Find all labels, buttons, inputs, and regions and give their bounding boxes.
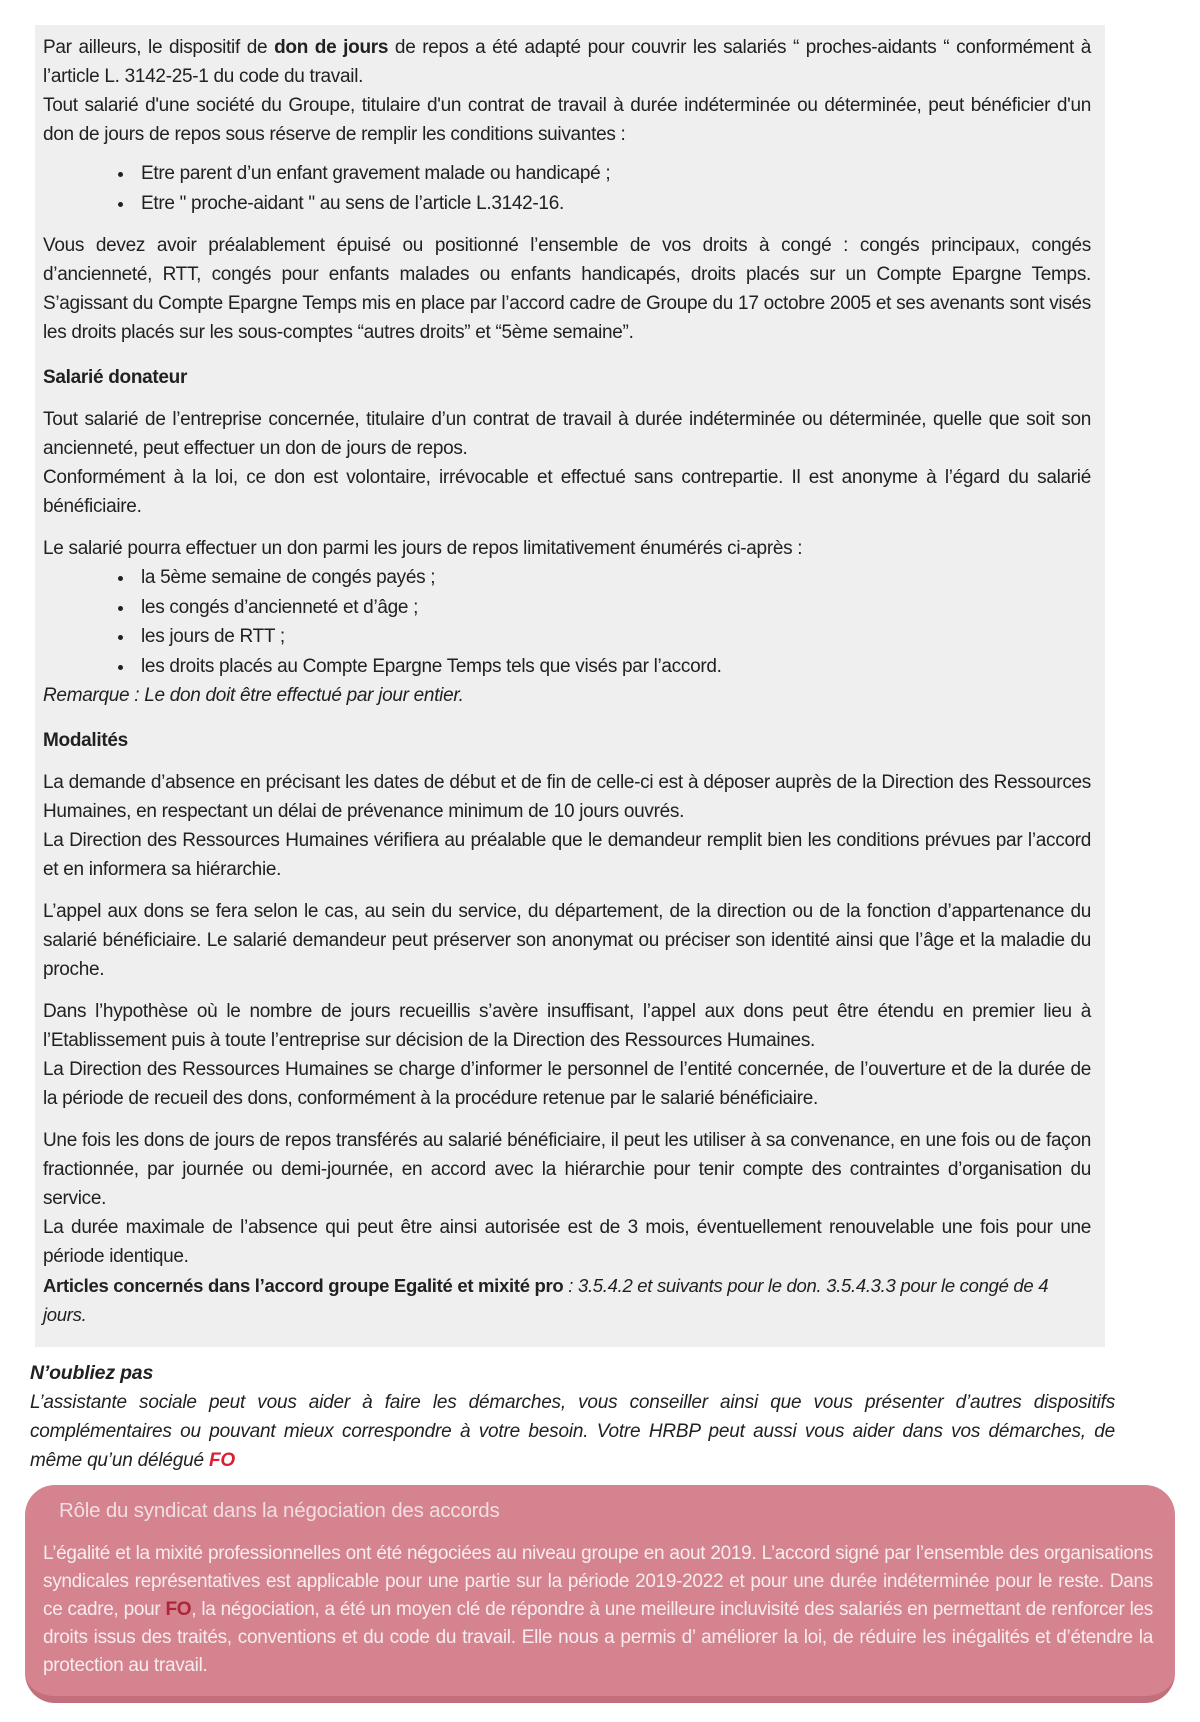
donation-remark: Remarque : Le don doit être effectué par jour entier.	[43, 685, 464, 706]
rights-text: Vous devez avoir préalablement épuisé ou positionné l’ensemble de vos droits à congé : congés principaux, congés d’ancienneté, RTT, congés pour enfants malades ou enfants handicapés, droits placés sur un Compte Epargne Temps. S’agissant du Compte Epargne Temps mis en place par l’accord cadre de Groupe du 17 octobre 2005 et ses avenants sont visés les droits placés sur les sous-comptes “autres droits” et “5ème semaine”.	[43, 235, 1091, 343]
modalites-paragraph-3	[43, 997, 1091, 1113]
modalites-p1: La demande d’absence en précisant les dates de début et de fin de celle-ci est à déposer auprès de la Direction des Ressources Humaines, en respectant un délai de prévenance minimum de 10 jours ouvrés.	[43, 772, 1091, 822]
rights-paragraph	[43, 231, 1091, 347]
union-body-before: L’égalité et la mixité professionnelles ont été négociées au niveau groupe en aout 2019. L’accord signé par l’ensemble des organisations syndicales représentatives est applicable pour une partie sur la période 2019-2022 et pour une durée indéterminée pour le reste. Dans ce cadre, pour	[43, 1543, 1153, 1620]
fo-label: FO	[208, 1450, 235, 1471]
fo-label: FO	[165, 1599, 192, 1620]
donation-days-block	[43, 534, 1091, 710]
modalites-paragraph-1	[43, 768, 1091, 884]
intro-lead-rest: de repos a été adapté pour couvrir les salariés “ proches-aidants “ conformément à l’article L. 3142-25-1 du code du travail.	[43, 37, 1091, 87]
list-item: • Etre " proche-aidant " au sens de l’article L.3142-16.	[135, 189, 1091, 219]
donation-days-intro: Le salarié pourra effectuer un don parmi les jours de repos limitativement énumérés ci-après :	[43, 538, 803, 559]
reminder-section	[30, 1359, 1115, 1475]
articles-note-italic: : 3.5.4.2 et suivants pour le don. 3.5.4.3.3 pour le congé de 4 jours.	[43, 1275, 1049, 1325]
donateur-paragraph	[43, 405, 1091, 521]
list-item: • les jours de RTT ;	[135, 622, 1091, 652]
union-box-body	[39, 1540, 1157, 1680]
intro-second-text: Tout salarié d'une société du Groupe, titulaire d'un contrat de travail à durée indéterminée ou déterminée, peut bénéficier d'un don de jours de repos sous réserve de remplir les conditions suivantes :	[43, 95, 1091, 145]
eligibility-list	[43, 159, 1091, 218]
donateur-p1: Tout salarié de l’entreprise concernée, titulaire d’un contrat de travail à durée indéterminée ou déterminée, quelle que soit son ancienneté, peut effectuer un don de jours de repos.	[43, 409, 1091, 459]
reminder-text: L’assistante sociale peut vous aider à faire les démarches, vous conseiller ainsi que vous présenter d’autres dispositifs complémentaires ou pouvant mieux correspondre à votre besoin. Votre HRBP peut aussi vous aider dans vos démarches, de même qu’un délégué	[30, 1392, 1115, 1471]
union-body-after: , la négociation, a été un moyen clé de répondre à une meilleure incluvisité des salariés en permettant de renforcer les droits issus des traités, conventions et du code du travail. Elle nous a permis d’ améliorer la loi, de réduire les inégalités et d’étendre la protection au travail.	[43, 1599, 1153, 1676]
articles-note	[43, 1271, 1091, 1329]
modalites-p2: La Direction des Ressources Humaines vérifiera au préalable que le demandeur remplit bien les conditions prévues par l’accord et en informera sa hiérarchie.	[43, 830, 1091, 880]
modalites-p3: L’appel aux dons se fera selon le cas, au sein du service, du département, de la direction ou de la fonction d’appartenance du salarié bénéficiaire. Le salarié demandeur peut préserver son anonymat ou préciser son identité ainsi que l’âge et la maladie du proche.	[43, 901, 1091, 980]
document-body	[35, 25, 1105, 1347]
list-item: • les droits placés au Compte Epargne Temps tels que visés par l’accord.	[135, 652, 1091, 682]
modalites-paragraph-4	[43, 1126, 1091, 1271]
intro-paragraph	[43, 33, 1091, 149]
donation-days-list	[43, 563, 1091, 681]
reminder-title: N’oubliez pas	[30, 1362, 154, 1384]
page	[0, 25, 1200, 1722]
union-role-box	[25, 1485, 1175, 1703]
intro-text	[43, 33, 1091, 91]
list-item: • les congés d’ancienneté et d’âge ;	[135, 593, 1091, 623]
articles-note-bold: Articles concernés dans l’accord groupe Egalité et mixité pro	[43, 1275, 564, 1296]
modalites-paragraph-2	[43, 897, 1091, 984]
heading-salarie-donateur: Salarié donateur	[43, 367, 188, 388]
heading-modalites: Modalités	[43, 730, 128, 751]
list-item: • la 5ème semaine de congés payés ;	[135, 563, 1091, 593]
modalites-p7: La durée maximale de l’absence qui peut être ainsi autorisée est de 3 mois, éventuellement renouvelable une fois pour une période identique.	[43, 1217, 1091, 1267]
union-box-header: Rôle du syndicat dans la négociation des accords	[59, 1499, 500, 1522]
reminder-body	[30, 1388, 1115, 1475]
intro-lead-bold: don de jours	[274, 37, 389, 58]
list-item: • Etre parent d’un enfant gravement malade ou handicapé ;	[135, 159, 1091, 189]
donateur-p2: Conformément à la loi, ce don est volontaire, irrévocable et effectué sans contrepartie. Il est anonyme à l’égard du salarié bénéficiaire.	[43, 467, 1091, 517]
intro-lead: Par ailleurs, le dispositif de	[43, 37, 275, 58]
modalites-p4: Dans l’hypothèse où le nombre de jours recueillis s’avère insuffisant, l’appel aux dons peut être étendu en premier lieu à l’Etablissement puis à toute l’entreprise sur décision de la Direction des Ressources Humaines.	[43, 1001, 1091, 1051]
modalites-p5: La Direction des Ressources Humaines se charge d’informer le personnel de l’entité concernée, de l’ouverture et de la durée de la période de recueil des dons, conformément à la procédure retenue par le salarié bénéficiaire.	[43, 1059, 1091, 1109]
modalites-p6: Une fois les dons de jours de repos transférés au salarié bénéficiaire, il peut les utiliser à sa convenance, en une fois ou de façon fractionnée, par journée ou demi-journée, en accord avec la hiérarchie pour tenir compte des contraintes d’organisation du service.	[43, 1130, 1091, 1209]
